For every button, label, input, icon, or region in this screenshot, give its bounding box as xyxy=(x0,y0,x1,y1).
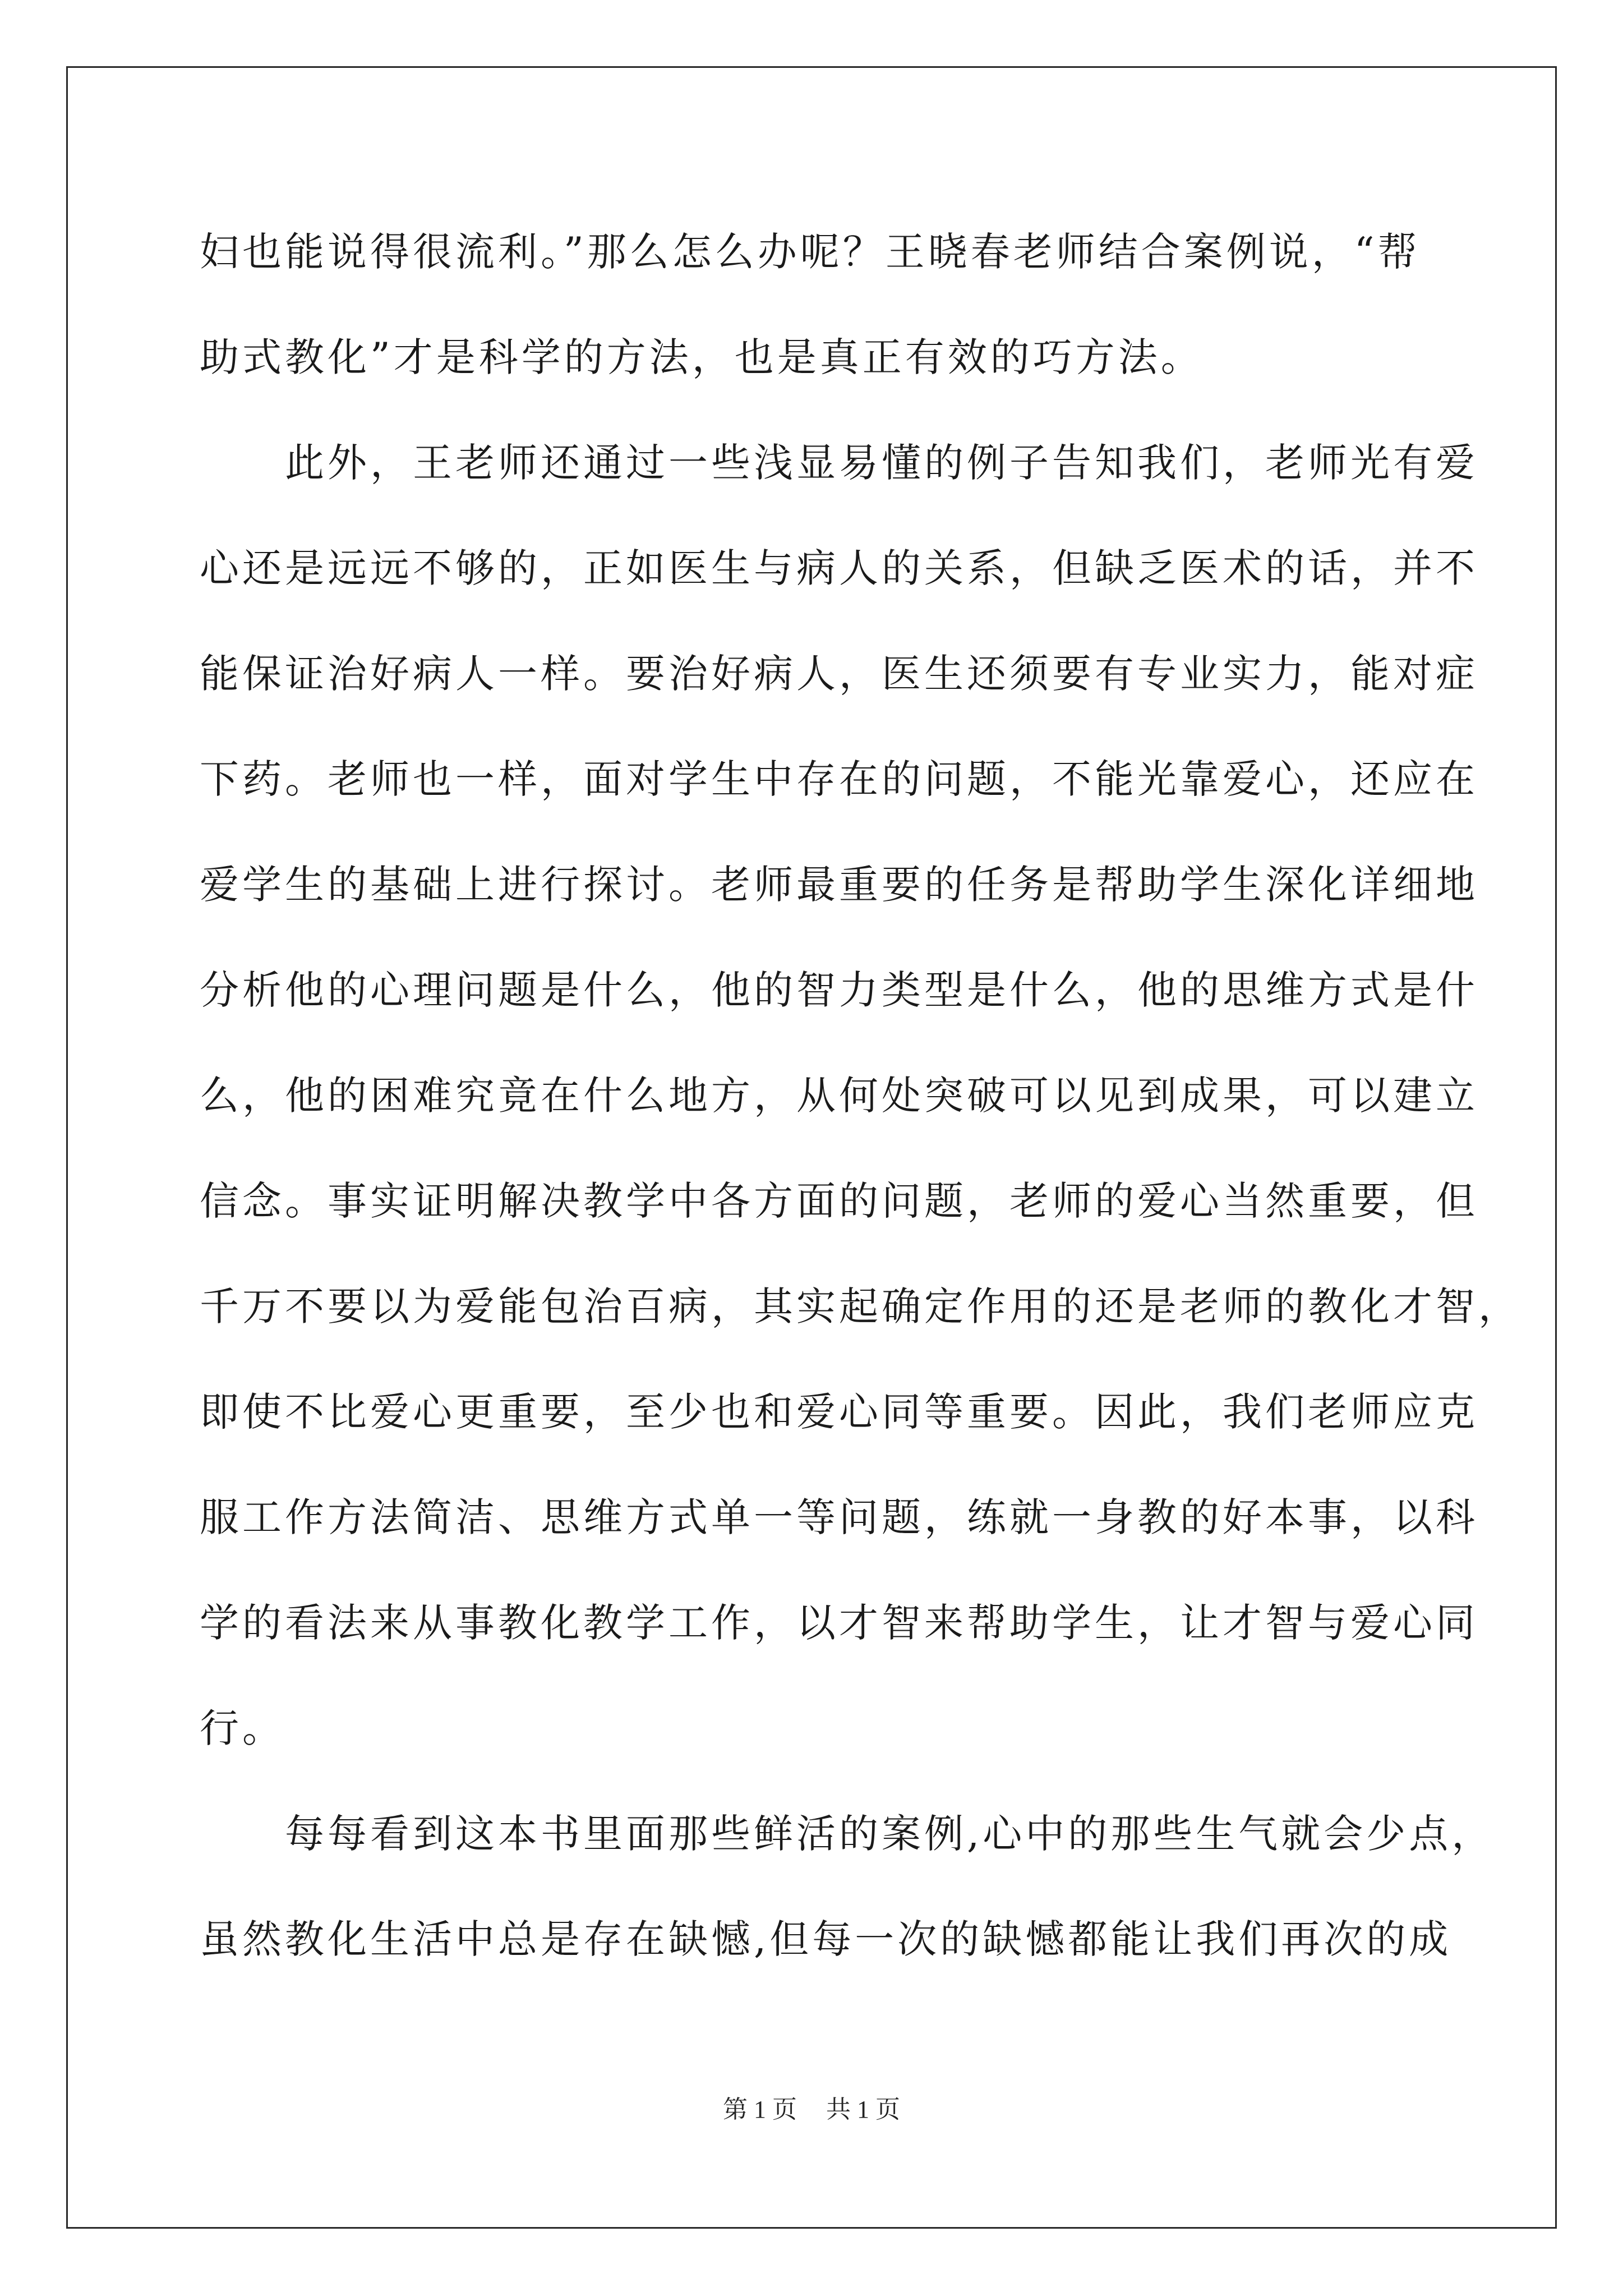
text-line: 爱学生的基础上进行探讨。老师最重要的任务是帮助学生深化详细地 xyxy=(200,862,1478,908)
text-line: 能保证治好病人一样。要治好病人，医生还须要有专业实力，能对症 xyxy=(200,651,1478,697)
text-line: 分析他的心理问题是什么，他的智力类型是什么，他的思维方式是什 xyxy=(200,967,1478,1013)
text-line: 心还是远远不够的，正如医生与病人的关系，但缺乏医术的话，并不 xyxy=(200,545,1478,591)
text-line: 虽然教化生活中总是存在缺憾,但每一次的缺憾都能让我们再次的成 xyxy=(200,1916,1452,1962)
document-body xyxy=(200,199,1521,1992)
text-line: 学的看法来从事教化教学工作，以才智来帮助学生，让才智与爱心同 xyxy=(200,1600,1478,1646)
text-line: 千万不要以为爱能包治百病，其实起确定作用的还是老师的教化才智， xyxy=(200,1283,1521,1329)
text-line: 即使不比爱心更重要，至少也和爱心同等重要。因此，我们老师应克 xyxy=(200,1389,1478,1435)
text-line: 么，他的困难究竟在什么地方，从何处突破可以见到成果，可以建立 xyxy=(200,1073,1478,1119)
text-line: 信念。事实证明解决教学中各方面的问题，老师的爱心当然重要，但 xyxy=(200,1178,1478,1224)
page-number: 第 1 页 xyxy=(723,2096,797,2123)
text-line: 此外，王老师还通过一些浅显易懂的例子告知我们，老师光有爱 xyxy=(200,440,1478,486)
text-line: 行。 xyxy=(200,1705,285,1751)
text-line: 助式教化”才是科学的方法，也是真正有效的巧方法。 xyxy=(200,334,1204,380)
page-footer xyxy=(0,2089,1623,2125)
page-total: 共 1 页 xyxy=(826,2096,900,2123)
text-line: 每每看到这本书里面那些鲜活的案例,心中的那些生气就会少点， xyxy=(200,1811,1495,1857)
text-line: 下药。老师也一样，面对学生中存在的问题，不能光靠爱心，还应在 xyxy=(200,756,1478,802)
text-line: 妇也能说得很流利。”那么怎么办呢？王晓春老师结合案例说，“帮 xyxy=(200,229,1421,275)
text-line: 服工作方法简洁、思维方式单一等问题，练就一身教的好本事，以科 xyxy=(200,1494,1478,1540)
